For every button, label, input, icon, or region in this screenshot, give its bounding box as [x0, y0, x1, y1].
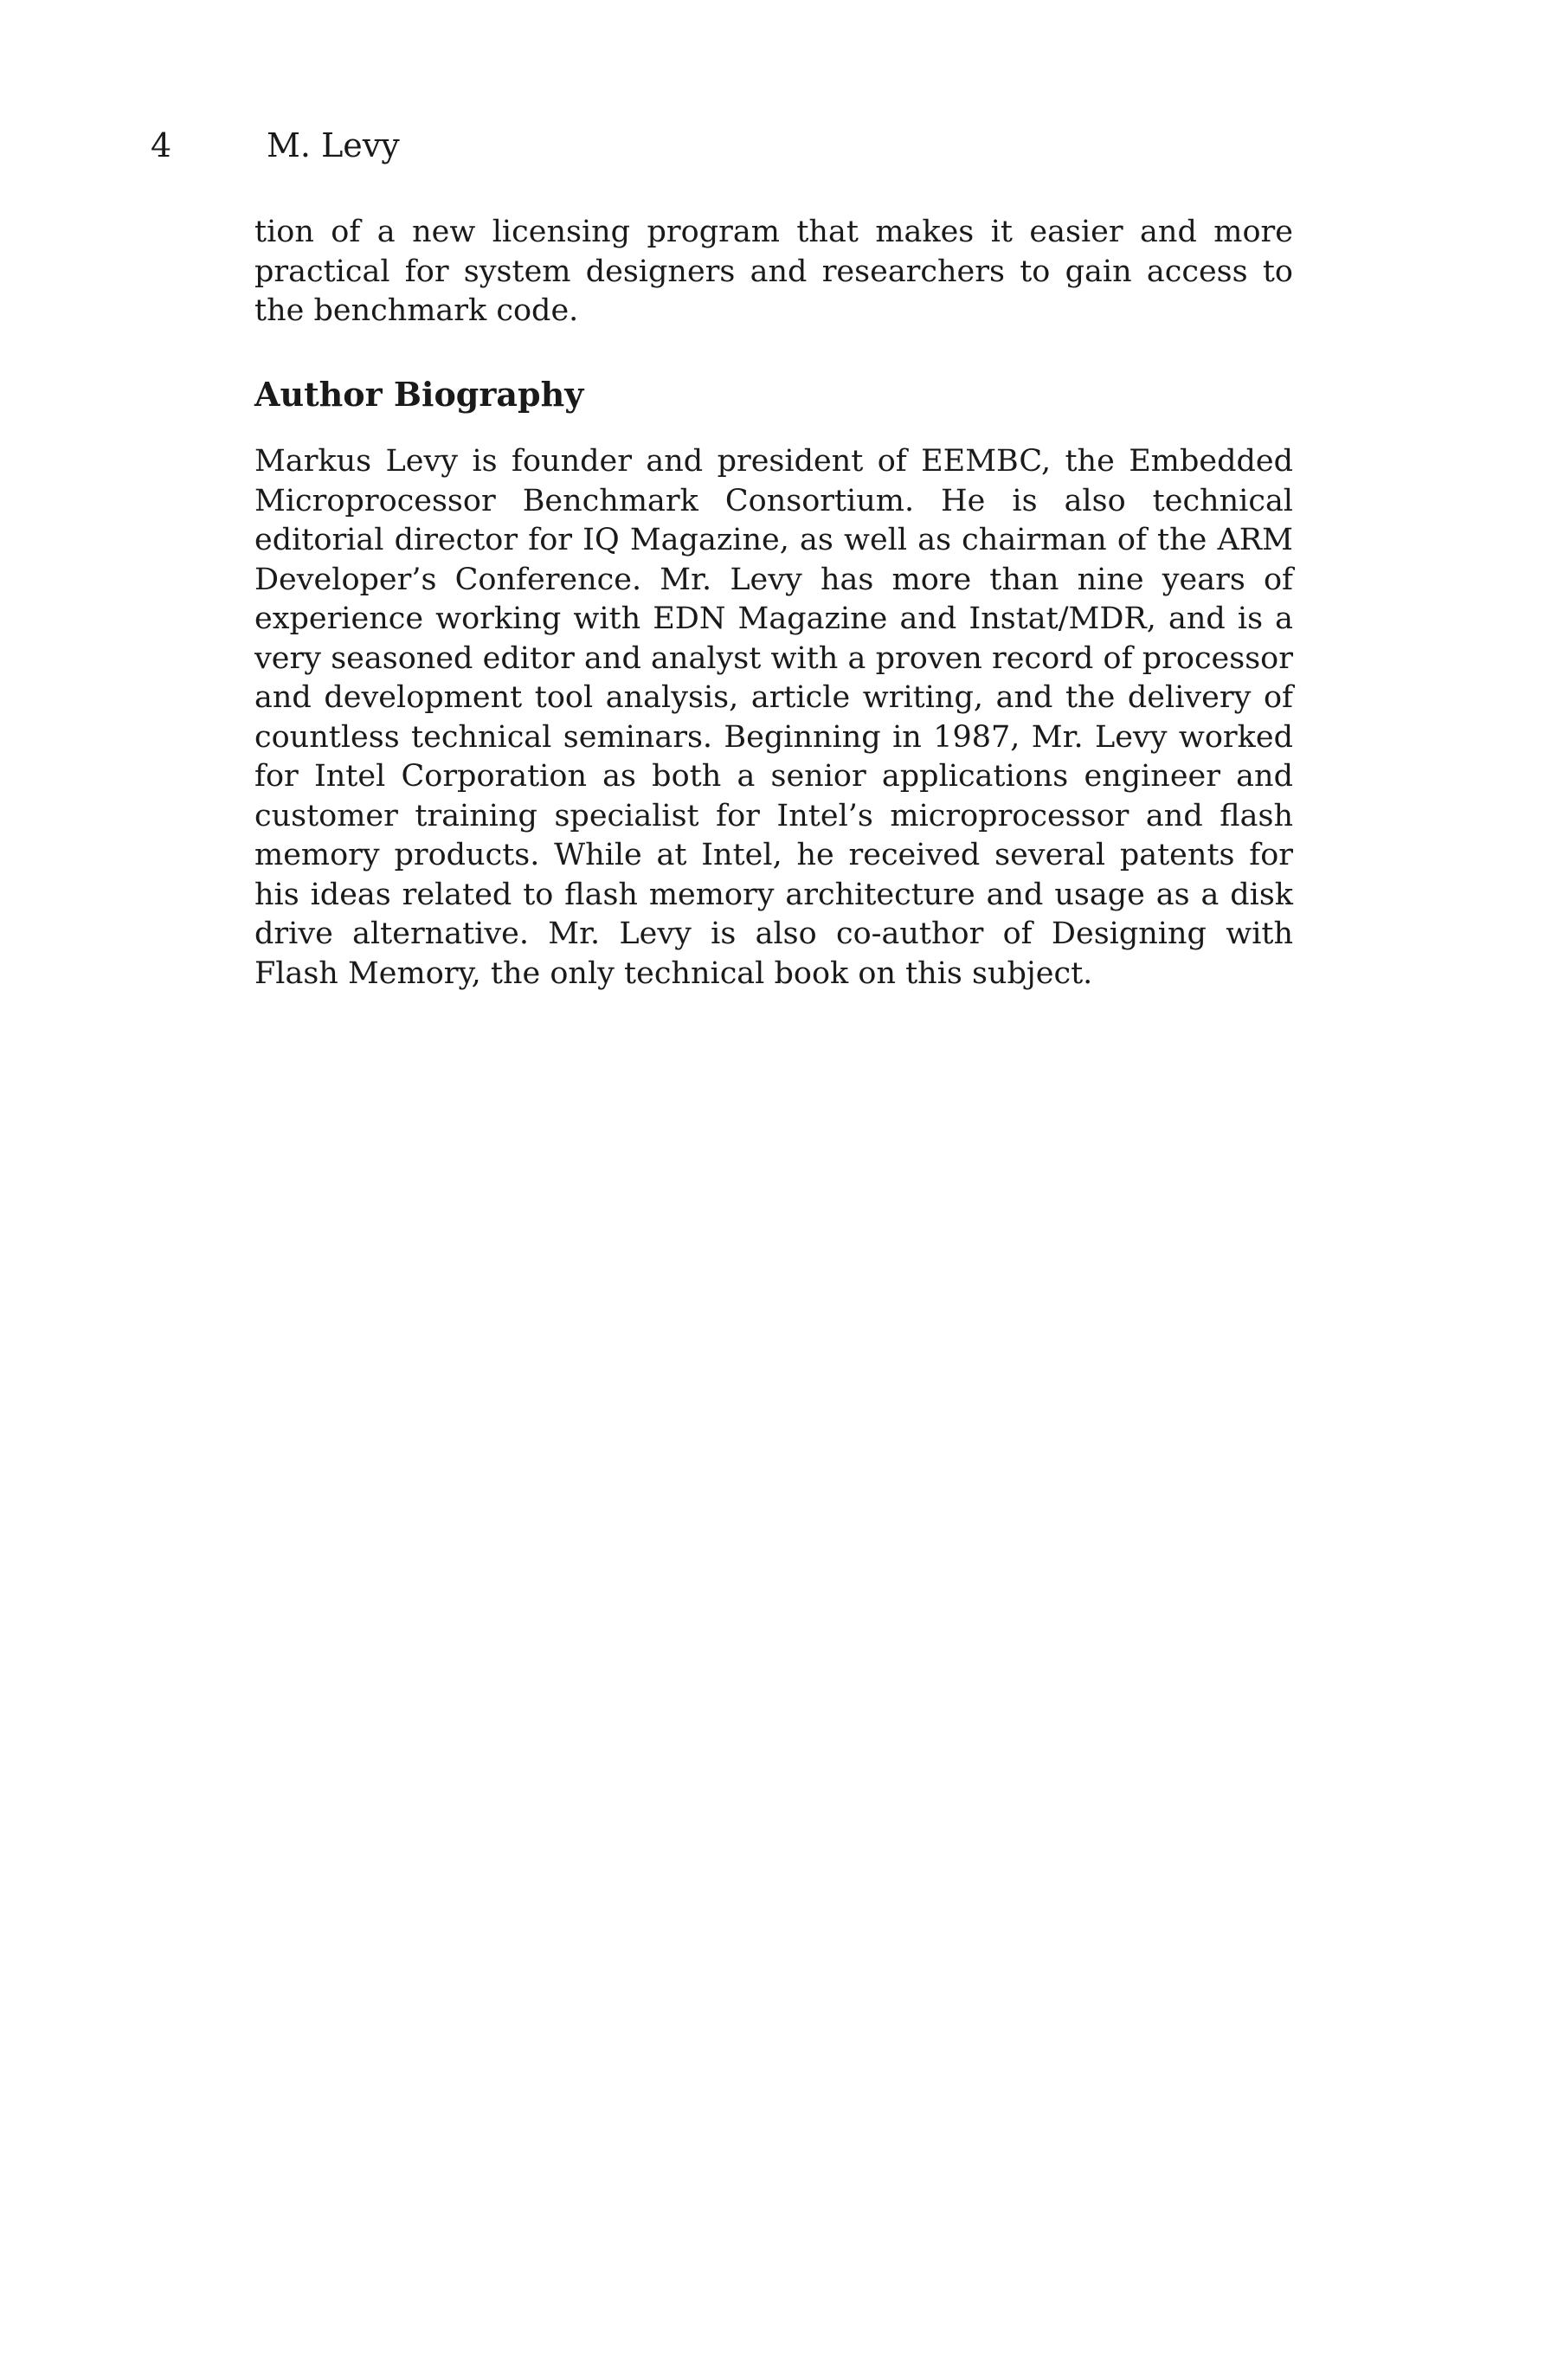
biography-paragraph: Markus Levy is founder and president of EEMBC, the Embedded Microprocessor Benchmark Consortium. He is also technical editorial director for IQ Magazine, as well as chairman of the ARM Developer’s Conference. Mr. Levy has more than nine years of experience working with EDN Magazine and Instat/MDR, and is a very seasoned editor and analyst with a proven record of processor and development tool analysis, article writing, and the delivery of countless technical seminars. Beginning in 1987, Mr. Levy worked for Intel Corporation as both a senior applications engineer and customer training specialist for Intel’s microprocessor and flash memory products. While at Intel, he received several patents for his ideas related to flash memory architecture and usage as a disk drive alternative. Mr. Levy is also co-author of Designing with Flash Memory, the only technical book on this subject.	[254, 444, 1293, 991]
running-header	[151, 119, 1293, 171]
page-number: 4	[151, 126, 172, 164]
running-title: M. Levy	[267, 126, 400, 164]
continuation-paragraph: tion of a new licensing program that makes it easier and more practical for system designers and researchers to gain access to the benchmark code.	[254, 215, 1293, 328]
section-heading: Author Biography	[254, 375, 584, 414]
